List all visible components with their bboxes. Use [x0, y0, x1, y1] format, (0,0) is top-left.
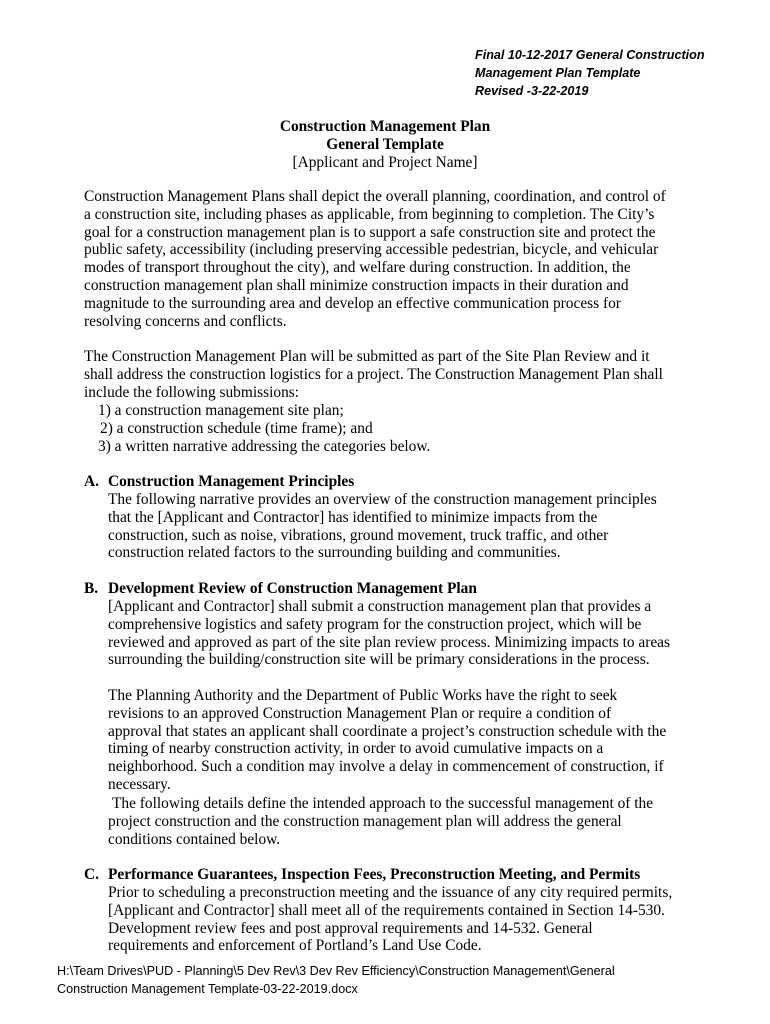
section-title: Development Review of Construction Management Plan [108, 580, 477, 597]
section-b-paragraph: The following details define the intended approach to the successful management of the project construction and the construction management plan will address the general conditions contained below. [108, 795, 654, 848]
section-title: Construction Management Principles [108, 473, 355, 490]
applicant-line: [Applicant and Project Name] [292, 153, 478, 171]
section-a-heading [84, 473, 354, 491]
file-path-footer [57, 962, 737, 998]
document-title [0, 118, 770, 171]
header-line: Final 10-12-2017 General Construction [475, 48, 705, 62]
section-a-paragraph: The following narrative provides an overview of the construction management principles that the [Applicant and Contractor] has identified to minimize impacts from the construction, such as noise, vibrations, ground movement, truck traffic, and other construction related factors to the surrounding building and communities. [108, 491, 657, 562]
submission-paragraph: The Construction Management Plan will be submitted as part of the Site Plan Review and it shall address the construction logistics for a project. The Construction Management Plan shall include the following submissions: [84, 348, 663, 401]
section-b-paragraph: [Applicant and Contractor] shall submit a construction management plan that provides a comprehensive logistics and safety program for the construction project, which will be reviewed and approved as part of the site plan review process. Minimizing impacts to areas surrounding the building/construction site will be primary considerations in the process. [108, 598, 670, 669]
section-c-paragraph: Prior to scheduling a preconstruction meeting and the issuance of any city required permits, [Applicant and Contractor] shall meet all of the requirements contained in Section 14-530. Development review fees and post approval requirements and 14-532. General requirements and enforcement of Portland’s Land Use Code. [108, 884, 673, 955]
list-item: 1) a construction management site plan; [98, 402, 344, 419]
section-letter: A. [84, 473, 99, 490]
intro-paragraph: Construction Management Plans shall depict the overall planning, coordination, and control of a construction site, including phases as applicable, from beginning to completion. The City’s goal for a construction management plan is to support a safe construction site and protect the public safety, accessibility (including preserving accessible pedestrian, bicycle, and vehicular modes of transport throughout the city), and welfare during construction. In addition, the construction management plan shall minimize construction impacts in their duration and magnitude to the surrounding area and develop an effective communication process for resolving concerns and conflicts. [84, 188, 666, 330]
section-b-heading [84, 580, 477, 598]
header-line: Management Plan Template [475, 66, 641, 80]
header-line: Revised -3-22-2019 [475, 84, 589, 98]
section-b-paragraph: The Planning Authority and the Department of Public Works have the right to seek revisions to an approved Construction Management Plan or require a condition of approval that states an applicant shall coordinate a project’s construction schedule with the timing of nearby construction activity, in order to avoid cumulative impacts on a neighborhood. Such a condition may involve a delay in commencement of construction, if necessary. [108, 687, 667, 793]
section-letter: C. [84, 866, 99, 883]
submission-list [98, 402, 698, 455]
document-header [475, 46, 705, 100]
section-letter: B. [84, 580, 99, 597]
section-c-heading [84, 866, 640, 884]
title-line: Construction Management Plan [279, 118, 491, 135]
list-item: 3) a written narrative addressing the categories below. [98, 437, 431, 455]
footer-line: Construction Management Template-03-22-2019.docx [57, 982, 358, 996]
footer-line: H:\Team Drives\PUD - Planning\5 Dev Rev\3 Dev Rev Efficiency\Construction Management\General [57, 964, 615, 978]
subtitle-line: General Template [326, 135, 444, 153]
list-item: 2) a construction schedule (time frame); and [100, 419, 373, 437]
section-title: Performance Guarantees, Inspection Fees, Preconstruction Meeting, and Permits [108, 866, 641, 883]
